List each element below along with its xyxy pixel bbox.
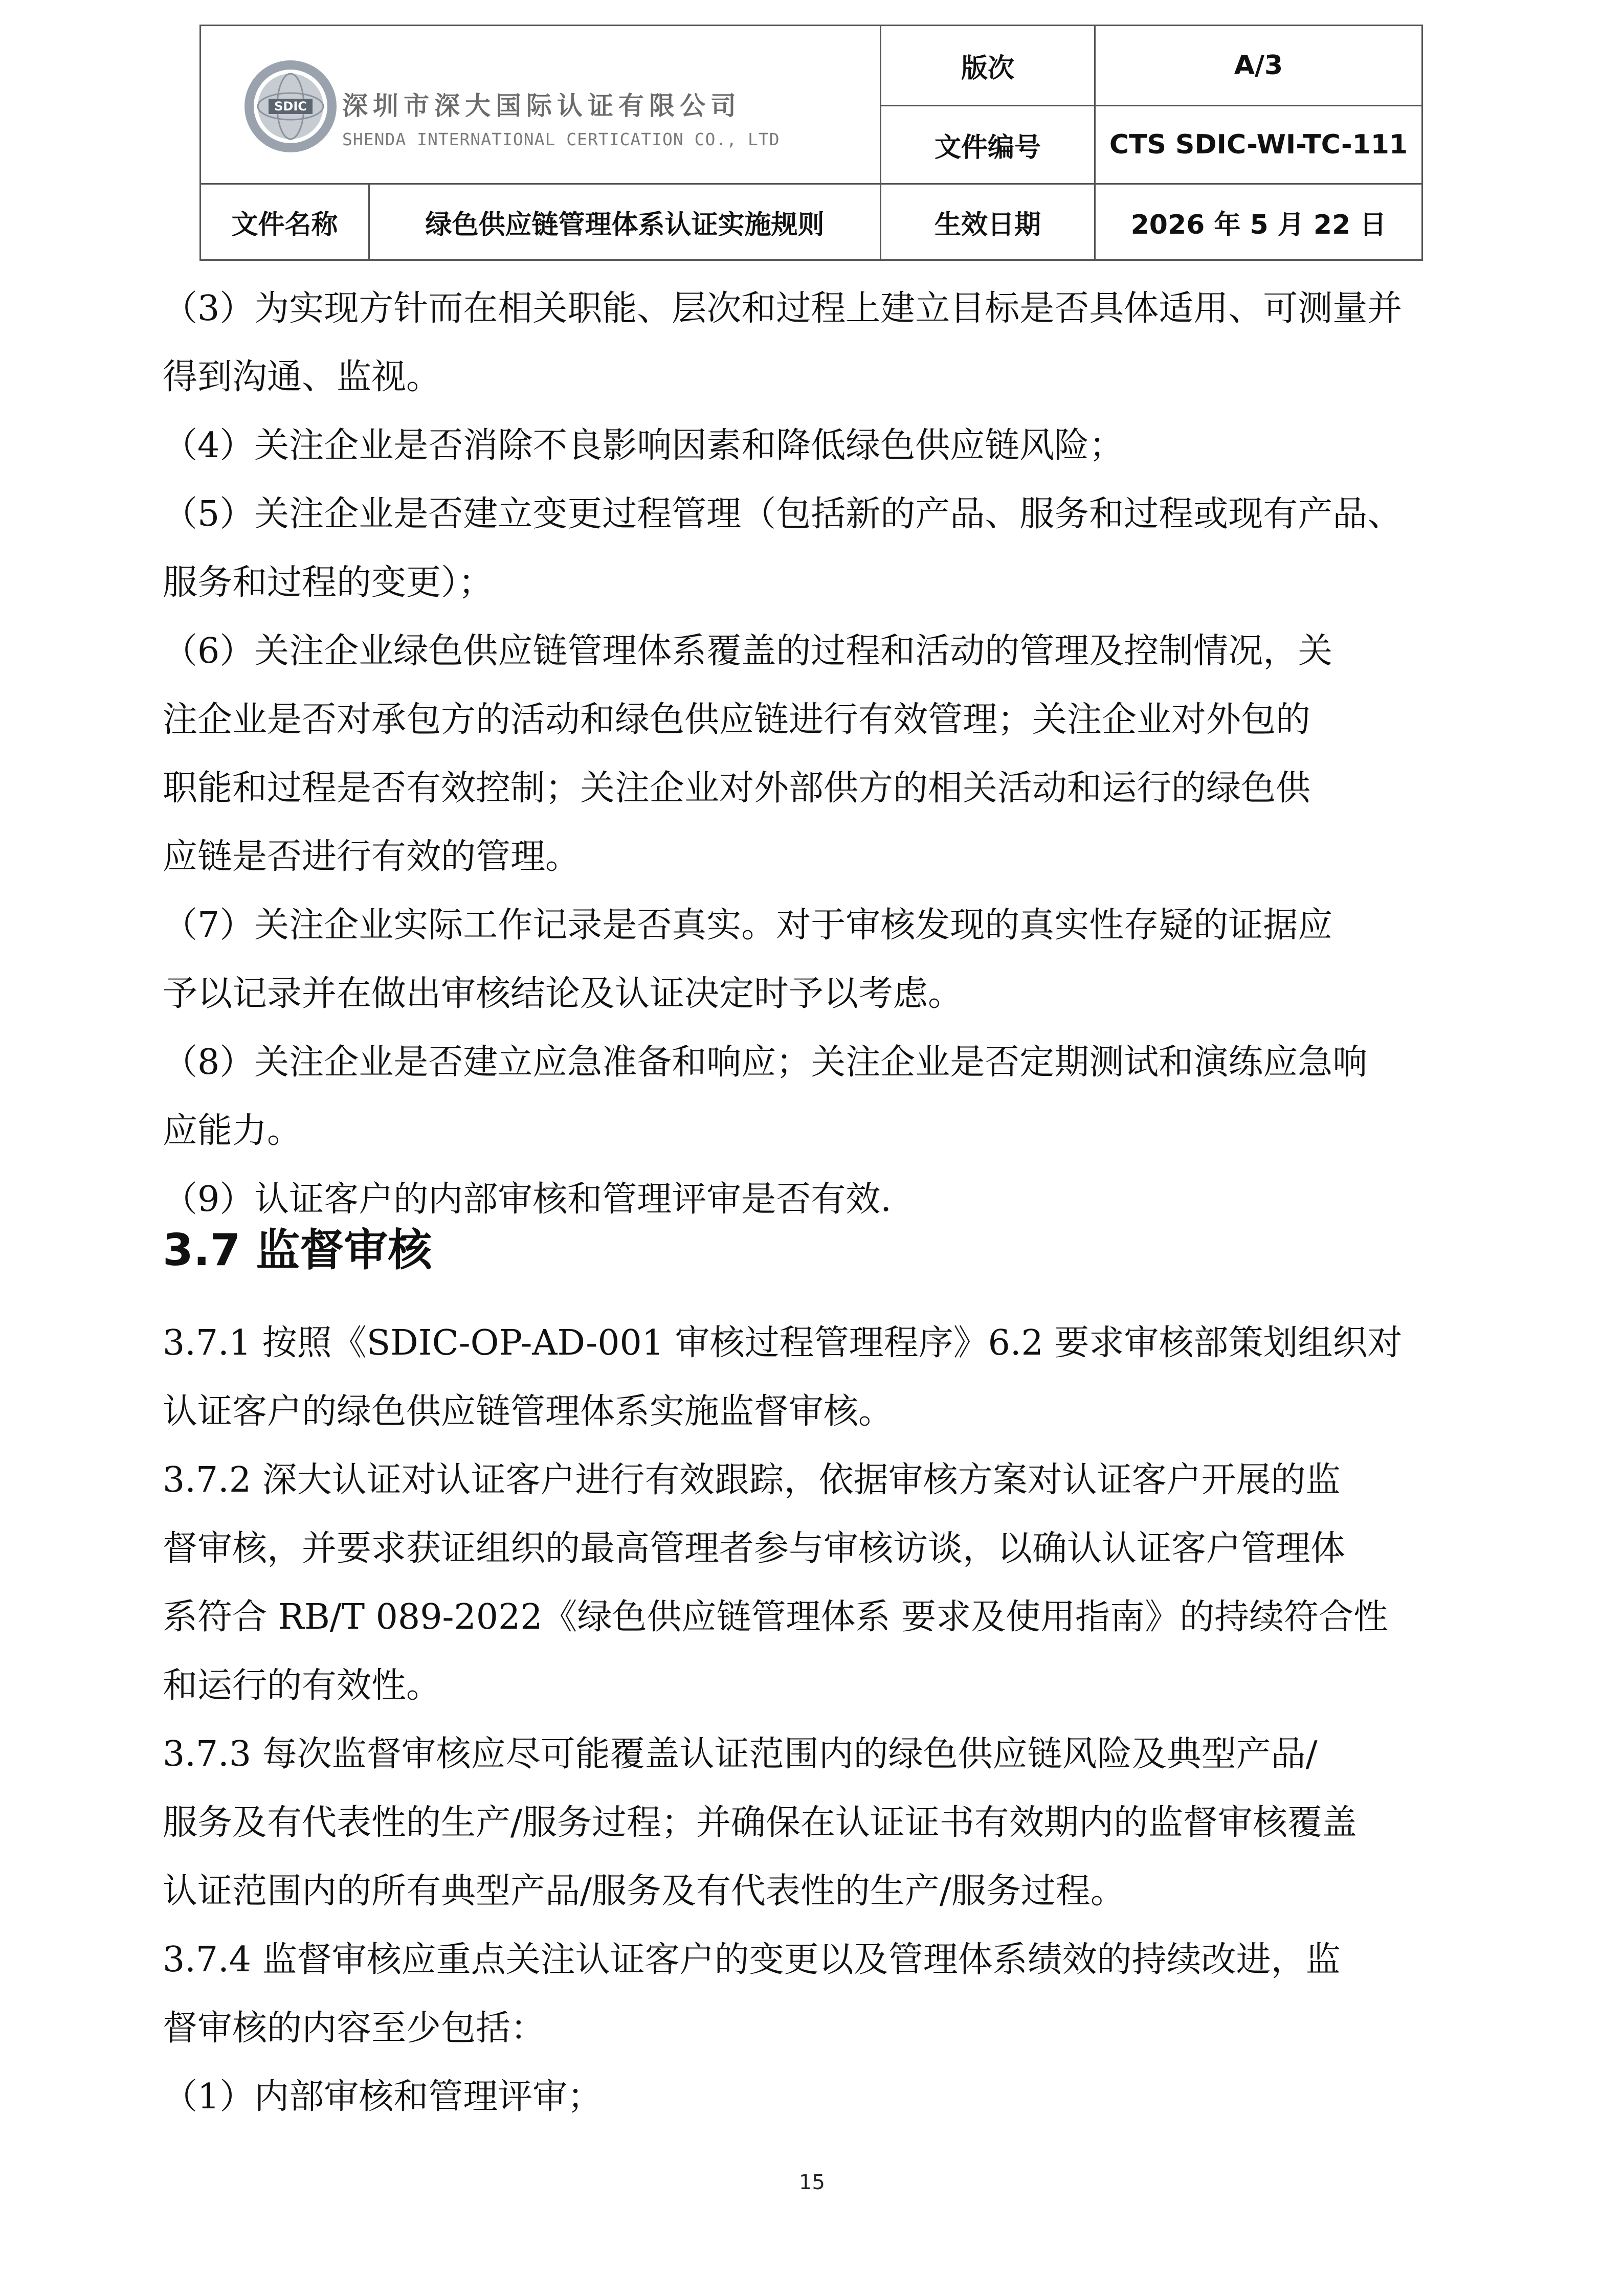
- text-line: （5）关注企业是否建立变更过程管理（包括新的产品、服务和过程或现有产品、: [163, 494, 1403, 534]
- text-line: 3.7.1 按照《SDIC-OP-AD-001 审核过程管理程序》6.2 要求审核部策划组织对: [163, 1323, 1403, 1363]
- item-4: [163, 412, 1472, 480]
- effective-date-value: 2026 年 5 月 22 日: [1130, 209, 1387, 240]
- text-line: （3）为实现方针而在相关职能、层次和过程上建立目标是否具体适用、可测量并: [163, 288, 1403, 329]
- text-line: 应链是否进行有效的管理。: [163, 837, 581, 877]
- doc-number-label: 文件编号: [934, 132, 1041, 163]
- document-header-table: [199, 25, 1423, 261]
- item-3: [163, 275, 1472, 412]
- company-seal-icon: [242, 58, 339, 155]
- company-name-en: SHENDA INTERNATIONAL CERTICATION CO., LTD: [342, 129, 780, 149]
- version-label: 版次: [961, 53, 1014, 84]
- text-line: 认证范围内的所有典型产品/服务及有代表性的生产/服务过程。: [163, 1871, 1125, 1911]
- text-line: 系符合 RB/T 089-2022《绿色供应链管理体系 要求及使用指南》的持续符合性: [163, 1597, 1389, 1637]
- text-line: 3.7.4 监督审核应重点关注认证客户的变更以及管理体系绩效的持续改进，监: [163, 1940, 1341, 1980]
- item-8: [163, 1028, 1472, 1165]
- text-line: （7）关注企业实际工作记录是否真实。对于审核发现的真实性存疑的证据应: [163, 905, 1333, 946]
- doc-name-label: 文件名称: [231, 209, 338, 240]
- text-line: 3.7.2 深大认证对认证客户进行有效跟踪，依据审核方案对认证客户开展的监: [163, 1460, 1341, 1500]
- text-line: 督审核，并要求获证组织的最高管理者参与审核访谈，以确认认证客户管理体: [163, 1528, 1346, 1569]
- clause-3-7-4: [163, 1926, 1472, 2063]
- text-line: 应能力。: [163, 1111, 302, 1151]
- text-line: 得到沟通、监视。: [163, 357, 441, 397]
- text-line: 督审核的内容至少包括：: [163, 2008, 546, 2049]
- text-line: 职能和过程是否有效控制；关注企业对外部供方的相关活动和运行的绿色供: [163, 768, 1311, 808]
- text-line: （4）关注企业是否消除不良影响因素和降低绿色供应链风险；: [163, 425, 1124, 466]
- company-logo: [242, 58, 856, 181]
- text-line: 服务及有代表性的生产/服务过程；并确保在认证证书有效期内的监督审核覆盖: [163, 1803, 1357, 1843]
- section-heading: 3.7 监督审核: [163, 1225, 432, 1276]
- doc-name-value: 绿色供应链管理体系认证实施规则: [425, 209, 825, 240]
- text-line: 注企业是否对承包方的活动和绿色供应链进行有效管理；关注企业对外包的: [163, 700, 1311, 740]
- item-5: [163, 480, 1472, 617]
- svg-text:SDIC: SDIC: [274, 99, 307, 114]
- version-value: A/3: [1234, 50, 1283, 81]
- clause-3-7-4-item-1: [163, 2063, 1472, 2131]
- text-line: 予以记录并在做出审核结论及认证决定时予以考虑。: [163, 974, 963, 1014]
- doc-number-value: CTS SDIC-WI-TC-111: [1109, 129, 1408, 160]
- effective-date-label: 生效日期: [934, 209, 1041, 240]
- text-line: （9）认证客户的内部审核和管理评审是否有效.: [163, 1179, 892, 1220]
- clause-3-7-1: [163, 1309, 1472, 1446]
- text-line: 3.7.3 每次监督审核应尽可能覆盖认证范围内的绿色供应链风险及典型产品/: [163, 1734, 1318, 1774]
- clause-3-7-2: [163, 1446, 1472, 1720]
- text-line: 认证客户的绿色供应链管理体系实施监督审核。: [163, 1391, 894, 1432]
- item-6: [163, 617, 1472, 891]
- page-number: 15: [799, 2171, 825, 2194]
- text-line: （8）关注企业是否建立应急准备和响应；关注企业是否定期测试和演练应急响: [163, 1042, 1368, 1083]
- text-line: （6）关注企业绿色供应链管理体系覆盖的过程和活动的管理及控制情况，关: [163, 631, 1333, 671]
- text-line: （1）内部审核和管理评审；: [163, 2077, 603, 2117]
- text-line: 服务和过程的变更）；: [163, 562, 494, 603]
- company-name-cn: 深圳市深大国际认证有限公司: [342, 91, 741, 121]
- item-7: [163, 891, 1472, 1028]
- text-line: 和运行的有效性。: [163, 1665, 441, 1706]
- clause-3-7-3: [163, 1720, 1472, 1926]
